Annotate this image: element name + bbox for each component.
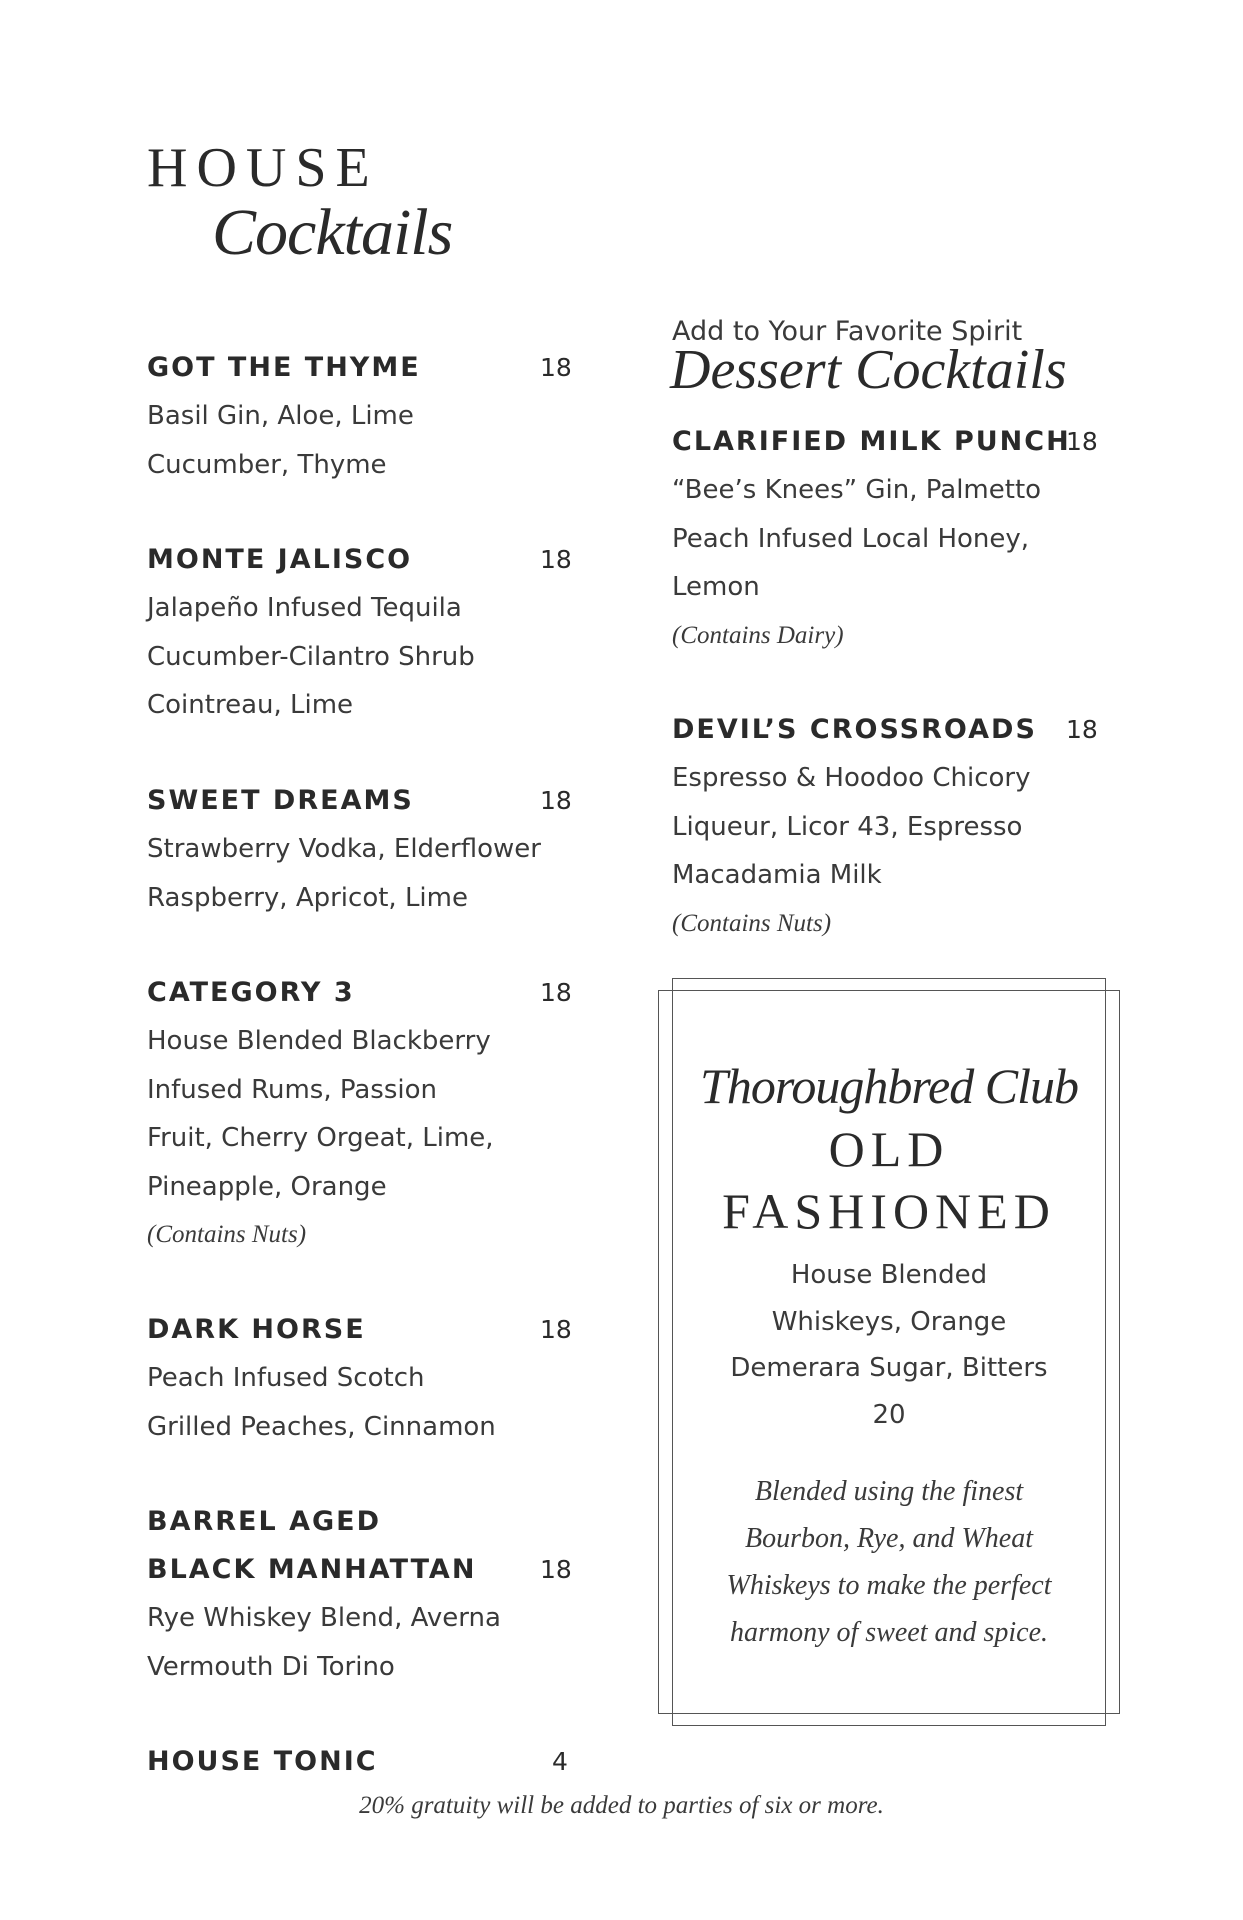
menu-item-house-tonic xyxy=(147,1738,378,1786)
item-allergen-note: (Contains Dairy) xyxy=(672,621,844,649)
item-name: DARK HORSE xyxy=(147,1314,366,1345)
section-title-cocktails: Cocktails xyxy=(212,196,453,269)
feature-note-line: harmony of sweet and spice. xyxy=(729,1617,1049,1648)
item-description: Cointreau, Lime xyxy=(147,690,354,720)
feature-script-title: Thoroughbred Club xyxy=(700,1058,1078,1114)
item-description: Strawberry Vodka, Elderflower xyxy=(147,834,541,864)
item-name: SWEET DREAMS xyxy=(147,785,414,816)
item-description: Rye Whiskey Blend, Averna xyxy=(147,1603,501,1633)
item-description: Peach Infused Local Honey, xyxy=(672,523,1030,554)
item-description: Basil Gin, Aloe, Lime xyxy=(147,401,414,431)
item-description: Cucumber, Thyme xyxy=(147,449,387,480)
feature-title-line2: FASHIONED xyxy=(722,1183,1056,1239)
item-description: Pineapple, Orange xyxy=(147,1171,387,1202)
item-description: Infused Rums, Passion xyxy=(147,1074,438,1105)
item-description: Espresso & Hoodoo Chicory xyxy=(672,763,1031,793)
feature-note-line: Whiskeys to make the perfect xyxy=(726,1570,1052,1601)
item-description: Vermouth Di Torino xyxy=(147,1651,395,1682)
feature-title-line1: OLD xyxy=(828,1121,950,1177)
dessert-section-title: Dessert Cocktails xyxy=(670,339,1067,401)
item-price: 18 xyxy=(540,545,572,574)
menu-item-category-3 xyxy=(147,969,494,1259)
item-price: 18 xyxy=(540,1315,572,1344)
item-price: 18 xyxy=(1066,715,1098,744)
item-description: Fruit, Cherry Orgeat, Lime, xyxy=(147,1123,494,1153)
feature-description xyxy=(672,1252,1106,1438)
menu-item-dark-horse xyxy=(147,1306,496,1451)
item-name: CLARIFIED MILK PUNCH xyxy=(672,426,1071,457)
item-name: CATEGORY 3 xyxy=(147,977,355,1008)
item-name: GOT THE THYME xyxy=(147,352,421,383)
item-description: Lemon xyxy=(672,572,760,602)
menu-item-got-the-thyme xyxy=(147,344,421,489)
item-description: Cucumber-Cilantro Shrub xyxy=(147,641,475,672)
dessert-kicker: Add to Your Favorite Spirit xyxy=(672,316,1023,347)
item-description: Macadamia Milk xyxy=(672,860,882,890)
item-price: 18 xyxy=(540,353,572,382)
item-name: BLACK MANHATTAN xyxy=(147,1554,477,1585)
item-description: Raspberry, Apricot, Lime xyxy=(147,882,468,913)
item-description: Peach Infused Scotch xyxy=(147,1363,425,1393)
feature-description-line: House Blended xyxy=(790,1260,988,1290)
menu-item-monte-jalisco xyxy=(147,536,475,730)
gratuity-note: 20% gratuity will be added to parties of six or more. xyxy=(359,1792,884,1819)
feature-note xyxy=(672,1468,1106,1656)
item-name: DEVIL’S CROSSROADS xyxy=(672,714,1037,745)
item-description: “Bee’s Knees” Gin, Palmetto xyxy=(672,475,1042,505)
item-description: Jalapeño Infused Tequila xyxy=(147,593,462,623)
menu-item-black-manhattan xyxy=(147,1498,501,1691)
item-price: 4 xyxy=(552,1747,568,1776)
menu-item-devils-crossroads xyxy=(672,706,1037,948)
item-name: BARREL AGED xyxy=(147,1506,382,1537)
item-description: House Blended Blackberry xyxy=(147,1026,491,1056)
feature-description-line: Whiskeys, Orange xyxy=(771,1306,1007,1337)
feature-price: 20 xyxy=(872,1399,906,1430)
feature-description-line: Demerara Sugar, Bitters xyxy=(730,1353,1048,1383)
item-name: MONTE JALISCO xyxy=(147,544,413,575)
item-allergen-note: (Contains Nuts) xyxy=(672,909,832,937)
item-name: HOUSE TONIC xyxy=(147,1746,378,1777)
item-price: 18 xyxy=(540,786,572,815)
menu-item-sweet-dreams xyxy=(147,777,541,922)
section-title-house: HOUSE xyxy=(147,137,379,199)
item-price: 18 xyxy=(1066,427,1098,456)
feature-note-line: Bourbon, Rye, and Wheat xyxy=(745,1523,1033,1554)
feature-note-line: Blended using the finest xyxy=(754,1476,1024,1507)
item-description: Grilled Peaches, Cinnamon xyxy=(147,1411,496,1442)
item-price: 18 xyxy=(540,978,572,1007)
item-description: Liqueur, Licor 43, Espresso xyxy=(672,811,1023,842)
menu-item-clarified-milk-punch xyxy=(672,418,1071,660)
item-price: 18 xyxy=(540,1555,572,1584)
item-allergen-note: (Contains Nuts) xyxy=(147,1221,307,1248)
